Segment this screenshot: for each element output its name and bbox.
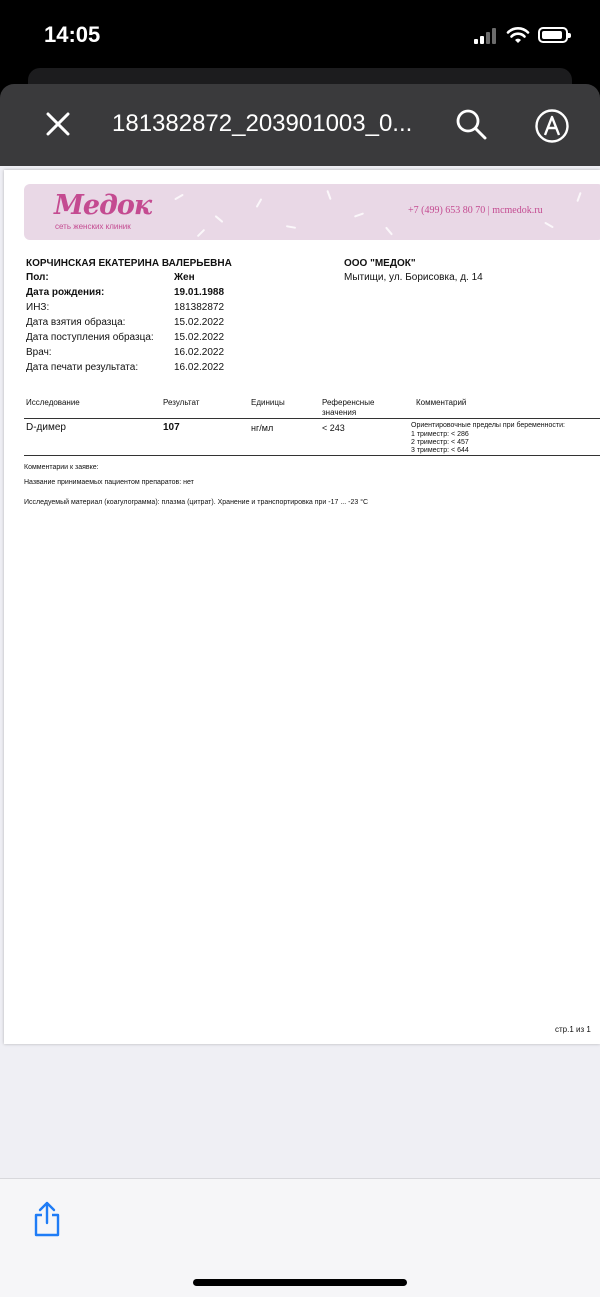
field-label: Дата поступления образца:: [26, 332, 154, 343]
cell-comment-line: 1 триместр: < 286: [411, 431, 469, 438]
header-result: Результат: [163, 398, 200, 407]
cell-result: 107: [163, 422, 180, 433]
cell-comment-line: 3 триместр: < 644: [411, 447, 469, 454]
share-icon[interactable]: [32, 1201, 62, 1237]
table-bottom-divider: [24, 455, 600, 456]
status-bar: [0, 0, 600, 70]
header-test: Исследование: [26, 398, 80, 407]
document-page: [4, 170, 600, 1044]
header-units: Единицы: [251, 398, 285, 407]
note-material: Исследуемый материал (коагулограмма): плазма (цитрат). Хранение и транспортировка при -17 ... -23 °C: [24, 499, 369, 506]
field-label: ИНЗ:: [26, 302, 50, 313]
field-label: Пол:: [26, 272, 49, 283]
field-value: 15.02.2022: [174, 317, 225, 328]
clinic-banner: [24, 184, 600, 240]
battery-icon: [538, 27, 568, 43]
clinic-contact: +7 (499) 653 80 70 | mcmedok.ru: [408, 205, 543, 216]
status-time: 14:05: [44, 22, 101, 47]
home-indicator[interactable]: [193, 1279, 407, 1286]
field-value: 15.02.2022: [174, 332, 225, 343]
lab-name: ООО "МЕДОК": [344, 258, 416, 269]
cell-units: нг/мл: [251, 423, 274, 433]
field-value: 19.01.1988: [174, 287, 225, 298]
wifi-icon: [506, 25, 530, 45]
cell-comment-line: 2 триместр: < 457: [411, 439, 469, 446]
header-reference: Референсные: [322, 398, 375, 407]
document-viewer[interactable]: [0, 166, 600, 1178]
field-label: Дата взятия образца:: [26, 317, 126, 328]
field-value: 16.02.2022: [174, 347, 225, 358]
cellular-signal-icon: [474, 28, 500, 44]
note-request-comments: Комментарии к заявке:: [24, 464, 99, 471]
field-value: 16.02.2022: [174, 362, 225, 373]
field-value: 181382872: [174, 302, 225, 313]
cell-comment-line: Ориентировочные пределы при беременности:: [411, 422, 565, 429]
header-reference-2: значения: [322, 408, 357, 417]
clinic-logo: Медок: [54, 190, 152, 221]
bottom-toolbar: [0, 1178, 600, 1297]
close-icon[interactable]: [44, 110, 72, 138]
header-comment: Комментарий: [416, 398, 467, 407]
table-header-divider: [24, 418, 600, 419]
lab-address: Мытищи, ул. Борисовка, д. 14: [344, 272, 483, 283]
page-number: стр.1 из 1: [555, 1025, 591, 1034]
note-medications: Название принимаемых пациентом препаратов: нет: [24, 479, 194, 486]
field-value: Жен: [174, 272, 195, 283]
clinic-logo-subtitle: сеть женских клиник: [55, 222, 131, 231]
document-title: 181382872_203901003_0...: [112, 110, 413, 137]
field-label: Дата рождения:: [26, 287, 105, 298]
markup-icon[interactable]: [534, 108, 570, 144]
field-label: Дата печати результата:: [26, 362, 139, 373]
document-nav-bar: [0, 84, 600, 166]
patient-name: КОРЧИНСКАЯ ЕКАТЕРИНА ВАЛЕРЬЕВНА: [26, 258, 232, 269]
field-label: Врач:: [26, 347, 52, 358]
search-icon[interactable]: [454, 107, 488, 141]
cell-test: D-димер: [26, 422, 66, 433]
cell-reference: < 243: [322, 423, 345, 433]
